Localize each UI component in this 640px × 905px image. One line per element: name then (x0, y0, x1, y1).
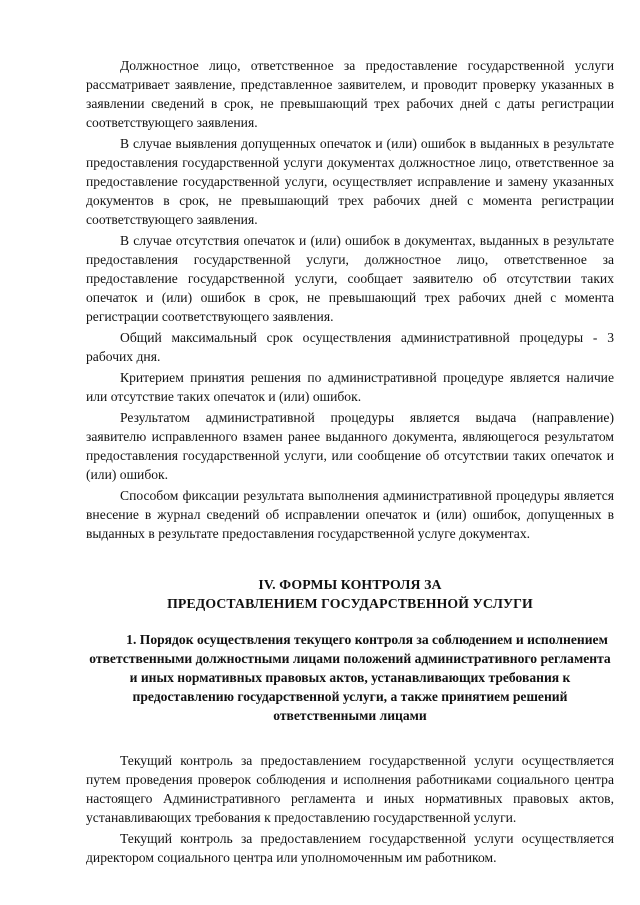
paragraph-current-control-director: Текущий контроль за предоставлением государственной услуги осуществляется директором социального центра или уполномоченным им работником. (86, 831, 614, 865)
paragraph-result-recording: Способом фиксации результата выполнения административной процедуры является внесение в журнал сведений об исправлении опечаток и (или) ошибок, допущенных в выданных в результате предоставления государственной услуге документах. (86, 488, 614, 541)
paragraph-review-application: Должностное лицо, ответственное за предоставление государственной услуги рассматривает заявление, представленное заявителем, и проводит проверку указанных в заявлении сведений в срок, не превышающий трех рабочих дней с даты регистрации соответствующего заявления. (86, 58, 614, 130)
document-page (86, 56, 614, 869)
subsection-spacer (86, 613, 614, 630)
section-spacer (86, 545, 614, 575)
paragraph-procedure-result: Результатом административной процедуры является выдача (направление) заявителю исправленного взамен ранее выданного документа, являющегося результатом предоставления государственной услуги, или сообщение об отсутствии таких опечаток и (или) ошибок. (86, 410, 614, 482)
paragraph-no-errors: В случае отсутствия опечаток и (или) ошибок в документах, выданных в результате предоставления государственной услуги, должностное лицо, ответственное за предоставление государственной услуги, сообщает заявителю об отсутствии таких опечаток и (или) ошибок в срок, не превышающий трех рабочих дней с момента регистрации соответствующего заявления. (86, 233, 614, 324)
after-subsection-spacer (86, 725, 614, 751)
paragraph-errors-found: В случае выявления допущенных опечаток и (или) ошибок в выданных в результате предоставления государственной услуги документах должностное лицо, ответственное за предоставление государственной услуги, осуществляет исправление и замену указанных документов в срок, не превышающий трех рабочих дней с момента регистрации соответствующего заявления. (86, 136, 614, 227)
paragraph-max-duration: Общий максимальный срок осуществления административной процедуры - 3 рабочих дня. (86, 330, 614, 364)
section-title-line-2: ПРЕДОСТАВЛЕНИЕМ ГОСУДАРСТВЕННОЙ УСЛУГИ (167, 596, 533, 611)
subsection-title: 1. Порядок осуществления текущего контроля за соблюдением и исполнением ответственными должностными лицами положений административного регламента и иных нормативных правовых актов, устанавливающих требования к предоставлению государственной услуги, а также принятием решений ответственными лицами (89, 632, 611, 723)
section-title-line-1: IV. ФОРМЫ КОНТРОЛЯ ЗА (258, 577, 442, 592)
control-paragraphs (86, 751, 614, 867)
paragraph-current-control-checks: Текущий контроль за предоставлением государственной услуги осуществляется путем проведения проверок соблюдения и исполнения работниками социального центра настоящего Административного регламента и иных нормативных правовых актов, устанавливающих требования к предоставлению государственной услуги. (86, 753, 614, 825)
paragraph-decision-criterion: Критерием принятия решения по административной процедуре является наличие или отсутствие таких опечаток и (или) ошибок. (86, 370, 614, 404)
